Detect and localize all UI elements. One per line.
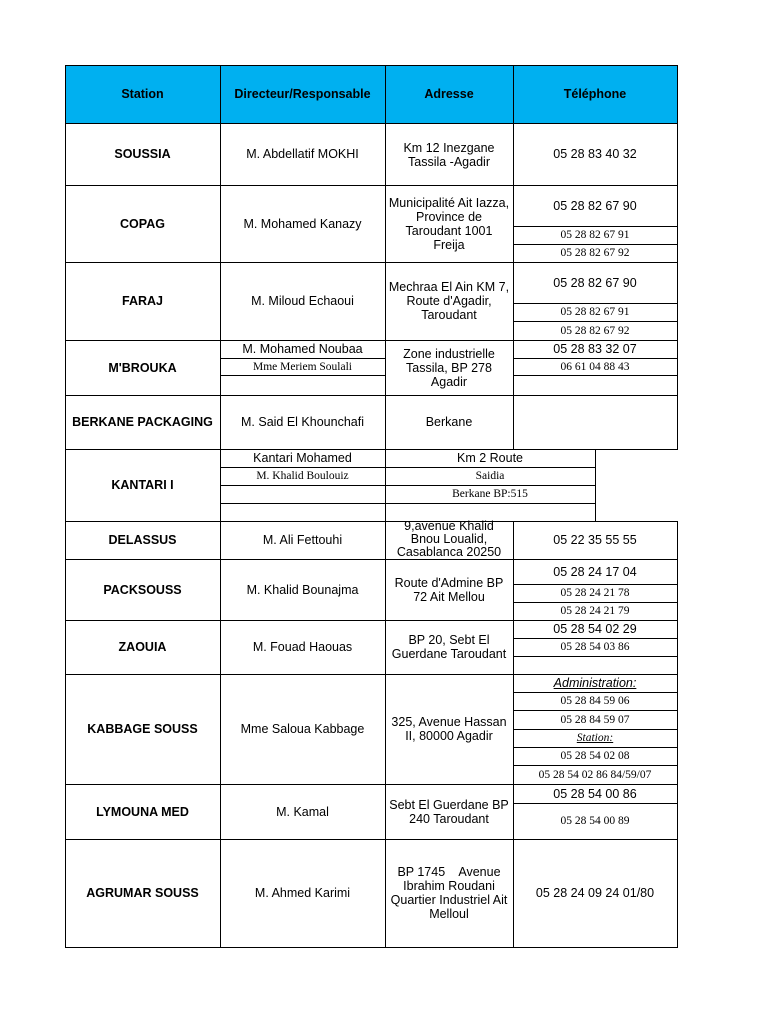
address-cell: Berkane xyxy=(425,415,473,429)
phone-number: 05 28 83 32 07 xyxy=(553,342,637,356)
address-cell: Sebt El Guerdane BP 240 Taroudant xyxy=(389,797,509,826)
address-cell: 9,avenue Khalid Bnou Loualid, Casablanca 20250 xyxy=(396,518,502,559)
address-cell: 325, Avenue Hassan II, 80000 Agadir xyxy=(391,715,507,743)
station-name: PACKSOUSS xyxy=(103,582,182,597)
header-phone: Téléphone xyxy=(563,87,627,101)
station-name: DELASSUS xyxy=(108,533,177,547)
phone-number: 05 28 24 21 78 xyxy=(560,587,630,599)
station-label: Station: xyxy=(576,732,614,744)
director-name: M. Fouad Haouas xyxy=(252,640,353,654)
address-line: Km 2 Route xyxy=(456,451,523,465)
director-name: Mme Meriem Soulali xyxy=(252,360,352,373)
station-name: COPAG xyxy=(120,216,165,231)
director-name: M. Khalid Bounajma xyxy=(246,582,359,597)
address-cell: Route d'Admine BP 72 Ait Mellou xyxy=(394,575,504,604)
director-name: M. Mohamed Noubaa xyxy=(242,342,363,356)
address-cell: BP 20, Sebt El Guerdane Taroudant xyxy=(391,633,507,661)
address-line: Berkane BP:515 xyxy=(452,488,528,500)
phone-number: 05 28 82 67 90 xyxy=(553,198,637,213)
station-name: BERKANE PACKAGING xyxy=(72,415,213,429)
director-name: M. Miloud Echaoui xyxy=(251,294,354,308)
phone-number: 05 28 82 67 91 xyxy=(560,306,630,318)
director-name: M. Abdellatif MOKHI xyxy=(246,147,359,161)
phone-number: 05 28 54 02 86 84/59/07 xyxy=(538,768,652,781)
director-name: M. Ali Fettouhi xyxy=(262,533,343,547)
address-cell: Mechraa El Ain KM 7, Route d'Agadir, Taroudant xyxy=(388,280,510,322)
phone-number: 05 28 83 40 32 xyxy=(553,147,637,161)
header-address: Adresse xyxy=(424,87,474,101)
phone-number: 05 28 54 02 29 xyxy=(553,622,637,636)
phone-number: 05 28 82 67 92 xyxy=(560,247,630,259)
station-name: LYMOUNA MED xyxy=(96,804,189,819)
phone-number: 05 28 82 67 90 xyxy=(553,275,637,290)
header-director: Directeur/Responsable xyxy=(234,87,371,101)
phone-number: 05 28 54 00 86 xyxy=(553,786,637,801)
phone-number: 05 28 84 59 07 xyxy=(560,713,630,726)
phone-number: 05 28 82 67 92 xyxy=(560,324,630,337)
phone-number: 05 28 24 21 79 xyxy=(560,605,630,617)
station-name: SOUSSIA xyxy=(114,147,171,161)
address-line: Saidia xyxy=(475,470,505,482)
director-name: M. Kamal xyxy=(276,804,329,819)
director-name: M. Khalid Boulouiz xyxy=(256,470,349,482)
phone-number: 05 28 84 59 06 xyxy=(560,695,630,707)
phone-number: 06 61 04 88 43 xyxy=(560,360,630,373)
phone-number: 05 28 24 09 24 01/80 xyxy=(535,886,655,900)
station-name: FARAJ xyxy=(122,294,163,308)
director-name: M. Mohamed Kanazy xyxy=(243,216,362,231)
phone-number: 05 28 24 17 04 xyxy=(553,564,637,579)
address-cell: Km 12 Inezgane Tassila -Agadir xyxy=(403,141,495,169)
address-cell: Municipalité Ait Iazza, Province de Taroudant 1001 Freija xyxy=(388,195,510,252)
address-cell: BP 1745 Avenue Ibrahim Roudani Quartier Industriel Ait Melloul xyxy=(390,865,508,921)
phone-number: 05 28 82 67 91 xyxy=(560,229,630,241)
station-name: AGRUMAR SOUSS xyxy=(86,886,199,900)
phone-number: 05 28 54 03 86 xyxy=(560,641,630,653)
administration-label: Administration: xyxy=(553,676,637,690)
header-station: Station xyxy=(121,87,164,101)
station-name: KABBAGE SOUSS xyxy=(87,722,198,736)
station-name: KANTARI I xyxy=(111,478,174,492)
phone-number: 05 28 54 02 08 xyxy=(560,750,630,762)
address-cell: Zone industrielle Tassila, BP 278 Agadir xyxy=(403,346,495,389)
director-name: Mme Saloua Kabbage xyxy=(240,722,365,736)
phone-number: 05 28 54 00 89 xyxy=(560,815,630,827)
station-name: ZAOUIA xyxy=(118,640,167,654)
station-name: M'BROUKA xyxy=(108,360,177,375)
director-name: Kantari Mohamed xyxy=(253,451,352,465)
phone-number: 05 22 35 55 55 xyxy=(553,533,637,547)
director-name: M. Said El Khounchafi xyxy=(241,415,364,429)
director-name: M. Ahmed Karimi xyxy=(254,886,351,900)
